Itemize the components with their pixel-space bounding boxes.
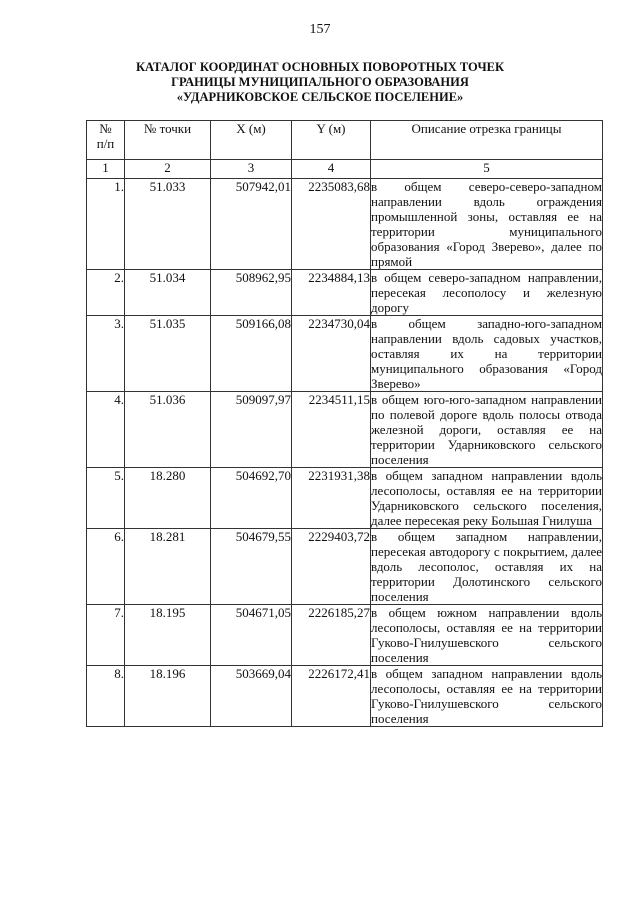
point-id: 18.280 <box>125 468 211 529</box>
point-id: 51.035 <box>125 316 211 392</box>
title-line: «УДАРНИКОВСКОЕ СЕЛЬСКОЕ ПОСЕЛЕНИЕ» <box>176 90 464 104</box>
page-number: 157 <box>309 22 331 37</box>
point-id: 18.195 <box>125 605 211 666</box>
row-number: 7. <box>87 605 125 666</box>
segment-description: в общем западно-юго-западном направлении вдоль садовых участков, оставляя их на территории муниципального образования «Город Зверево» <box>371 316 602 391</box>
table-row <box>87 666 603 727</box>
y-coordinate: 2234511,15 <box>292 392 371 468</box>
column-index: 2 <box>125 160 211 179</box>
row-number: 6. <box>87 529 125 605</box>
table-row <box>87 605 603 666</box>
x-coordinate: 507942,01 <box>211 179 292 270</box>
row-number: 2. <box>87 270 125 316</box>
x-coordinate: 508962,95 <box>211 270 292 316</box>
table-row <box>87 392 603 468</box>
table-row <box>87 179 603 270</box>
y-coordinate: 2231931,38 <box>292 468 371 529</box>
table-row <box>87 529 603 605</box>
x-coordinate: 504679,55 <box>211 529 292 605</box>
x-coordinate: 504671,05 <box>211 605 292 666</box>
header-y: Y (м) <box>292 121 371 160</box>
coordinates-table <box>86 120 603 727</box>
column-index: 5 <box>371 160 603 179</box>
table-header-row <box>87 121 603 160</box>
row-number: 3. <box>87 316 125 392</box>
point-id: 18.281 <box>125 529 211 605</box>
header-x: X (м) <box>211 121 292 160</box>
row-number: 8. <box>87 666 125 727</box>
segment-description: в общем северо-западном направлении, пересекая лесополосу и железную дорогу <box>371 270 602 315</box>
title-line: ГРАНИЦЫ МУНИЦИПАЛЬНОГО ОБРАЗОВАНИЯ <box>171 75 469 89</box>
y-coordinate: 2226172,41 <box>292 666 371 727</box>
point-id: 51.033 <box>125 179 211 270</box>
segment-description: в общем северо-северо-западном направлении вдоль ограждения промышленной зоны, оставляя ее на территории муниципального образования «Город Зверево», далее по прямой <box>371 179 602 269</box>
point-id: 51.034 <box>125 270 211 316</box>
row-number: 5. <box>87 468 125 529</box>
table-row <box>87 270 603 316</box>
column-index: 3 <box>211 160 292 179</box>
document-title <box>0 60 640 105</box>
y-coordinate: 2234884,13 <box>292 270 371 316</box>
y-coordinate: 2235083,68 <box>292 179 371 270</box>
column-index: 4 <box>292 160 371 179</box>
point-id: 18.196 <box>125 666 211 727</box>
header-point: № точки <box>125 121 211 160</box>
header-number: № п/п <box>87 121 125 160</box>
x-coordinate: 504692,70 <box>211 468 292 529</box>
row-number: 1. <box>87 179 125 270</box>
x-coordinate: 509097,97 <box>211 392 292 468</box>
x-coordinate: 509166,08 <box>211 316 292 392</box>
y-coordinate: 2234730,04 <box>292 316 371 392</box>
column-index-row <box>87 160 603 179</box>
segment-description: в общем западном направлении вдоль лесополосы, оставляя ее на территории Гуково-Гнилушевского сельского поселения <box>371 666 602 726</box>
point-id: 51.036 <box>125 392 211 468</box>
y-coordinate: 2229403,72 <box>292 529 371 605</box>
segment-description: в общем западном направлении вдоль лесополосы, оставляя ее на территории Ударниковского сельского поселения, далее пересекая реку Большая Гнилуша <box>371 468 602 528</box>
y-coordinate: 2226185,27 <box>292 605 371 666</box>
table-row <box>87 468 603 529</box>
table-row <box>87 316 603 392</box>
header-description: Описание отрезка границы <box>371 121 603 160</box>
segment-description: в общем южном направлении вдоль лесополосы, оставляя ее на территории Гуково-Гнилушевского сельского поселения <box>371 605 602 665</box>
segment-description: в общем западном направлении, пересекая автодорогу с покрытием, далее вдоль лесополос, оставляя их на территории Долотинского сельского поселения <box>371 529 602 604</box>
title-line: КАТАЛОГ КООРДИНАТ ОСНОВНЫХ ПОВОРОТНЫХ ТОЧЕК <box>135 60 505 74</box>
x-coordinate: 503669,04 <box>211 666 292 727</box>
row-number: 4. <box>87 392 125 468</box>
column-index: 1 <box>87 160 125 179</box>
segment-description: в общем юго-юго-западном направлении по полевой дороге вдоль полосы отвода железной дороги, оставляя ее на территории Ударниковского сельского поселения <box>371 392 602 467</box>
